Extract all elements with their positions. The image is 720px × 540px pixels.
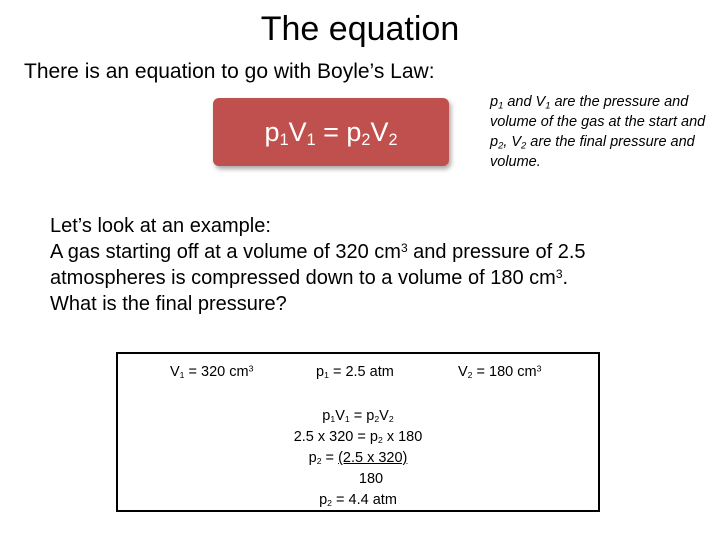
given-value: = 2.5 atm (328, 364, 394, 380)
calc-step-answer (118, 490, 598, 511)
eq-sub: 1 (306, 131, 316, 150)
note-sub: 1 (498, 99, 504, 111)
calc-fraction-numerator: (2.5 x 320) (338, 450, 408, 466)
given-value: = 320 cm (184, 364, 249, 380)
intro-text: There is an equation to go with Boyle’s Law: (24, 60, 435, 83)
given-label: p (316, 364, 325, 380)
calculation-steps (118, 406, 598, 511)
equation-note (490, 92, 710, 172)
example-line: What is the final pressure? (50, 293, 287, 315)
example-text-part: A gas starting off at a volume of 320 cm (50, 241, 401, 263)
given-sup: 3 (248, 363, 254, 374)
note-text: p (490, 94, 499, 110)
given-value: = 180 cm (472, 364, 537, 380)
given-sub: 2 (467, 370, 473, 381)
calc-text: = p (349, 408, 375, 424)
eq-p: p (264, 117, 280, 147)
calc-text: = (321, 450, 339, 466)
calc-text: p (322, 408, 331, 424)
example-sup: 3 (555, 267, 563, 281)
note-sub: 1 (545, 99, 551, 111)
calc-text: x 180 (382, 429, 423, 445)
eq-p: p (346, 117, 362, 147)
calc-step-substitute (118, 427, 598, 448)
worked-solution-box (116, 352, 600, 512)
example-text-part: atmospheres is compressed down to a volume of 180 cm (50, 267, 556, 289)
calc-step-equation (118, 406, 598, 427)
slide-title: The equation (260, 10, 460, 48)
eq-v: V (288, 117, 307, 147)
calc-text: V (335, 408, 345, 424)
eq-sub: 2 (388, 131, 398, 150)
calc-text: p (319, 492, 328, 508)
eq-sub: 2 (361, 131, 371, 150)
note-text: are the final pressure and volume. (490, 134, 695, 170)
calc-step-rearrange (118, 448, 598, 469)
note-sub: 2 (498, 139, 504, 151)
note-sub: 2 (521, 139, 527, 151)
calc-sub: 2 (327, 498, 333, 509)
calc-sub: 2 (316, 456, 322, 467)
eq-sub: 1 (279, 131, 289, 150)
boyles-law-equation-box (213, 98, 449, 166)
example-sup: 3 (400, 241, 408, 255)
calc-text: 2.5 x 320 = p (293, 429, 378, 445)
calc-text: = 4.4 atm (332, 492, 397, 508)
given-v1 (170, 362, 253, 382)
example-text (50, 213, 690, 317)
calc-sub: 1 (330, 414, 336, 425)
calc-sub: 2 (374, 414, 380, 425)
given-label: V (458, 364, 468, 380)
calc-sub: 2 (388, 414, 394, 425)
note-text: are the pressure and volume of the gas at the start and p (490, 94, 706, 150)
example-line: Let’s look at an example: (50, 215, 271, 237)
given-sub: 1 (324, 370, 329, 381)
given-sub: 1 (179, 370, 185, 381)
calc-fraction-denominator: 180 (358, 471, 384, 487)
eq-v: V (370, 117, 389, 147)
calc-text: p (308, 450, 317, 466)
example-text-part: . (562, 267, 569, 289)
eq-equals: = (315, 117, 347, 147)
calc-text: V (379, 408, 389, 424)
given-p1 (316, 362, 394, 382)
example-text-part: and pressure of 2.5 (407, 241, 586, 263)
given-label: V (170, 364, 180, 380)
calc-sub: 2 (377, 435, 383, 446)
note-text: , V (503, 134, 522, 150)
calc-sub: 1 (344, 414, 350, 425)
example-line (50, 265, 690, 291)
given-sup: 3 (536, 363, 542, 374)
given-v2 (458, 362, 541, 382)
note-text: and V (503, 94, 546, 110)
example-line (50, 239, 690, 265)
